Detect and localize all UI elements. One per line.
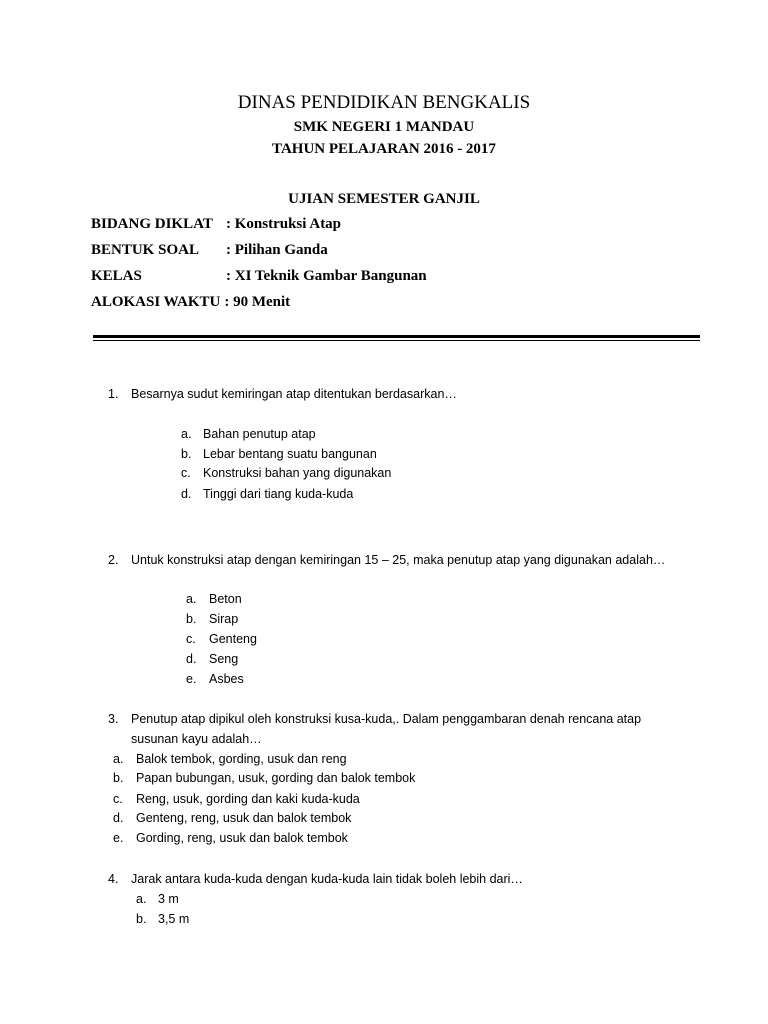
question-text: susunan kayu adalah… xyxy=(131,732,262,746)
option-letter: a. xyxy=(136,892,147,906)
option-text: Gording, reng, usuk dan balok tembok xyxy=(136,831,348,845)
question-text: Jarak antara kuda-kuda dengan kuda-kuda lain tidak boleh lebih dari… xyxy=(131,872,523,886)
option-letter: b. xyxy=(113,771,124,785)
meta-value: : Konstruksi Atap xyxy=(226,216,342,232)
option-text: 3,5 m xyxy=(158,912,190,926)
option-text: Genteng xyxy=(209,632,257,646)
option-letter: e. xyxy=(113,831,124,845)
option-text: Konstruksi bahan yang digunakan xyxy=(203,466,392,480)
option-letter: b. xyxy=(181,447,192,461)
option-letter: c. xyxy=(113,792,123,806)
question-number: 4. xyxy=(108,872,119,886)
option-text: Beton xyxy=(209,592,242,606)
question-text: Untuk konstruksi atap dengan kemiringan 15 – 25, maka penutup atap yang digunakan adalah… xyxy=(131,553,666,567)
exam-title: UJIAN SEMESTER GANJIL xyxy=(288,191,480,207)
meta-class xyxy=(91,268,427,285)
option-text: 3 m xyxy=(158,892,179,906)
header-divider-thick xyxy=(93,335,700,338)
option-text: Sirap xyxy=(209,612,239,626)
school-name: SMK NEGERI 1 MANDAU xyxy=(293,119,475,135)
option-text: Lebar bentang suatu bangunan xyxy=(203,447,377,461)
meta-value: : XI Teknik Gambar Bangunan xyxy=(226,268,427,284)
meta-label: BIDANG DIKLAT xyxy=(91,216,213,232)
option-letter: d. xyxy=(181,487,192,501)
question-text: Penutup atap dipikul oleh konstruksi kusa-kuda,. Dalam penggambaran denah rencana atap xyxy=(131,712,642,726)
option-letter: a. xyxy=(113,752,124,766)
meta-value: : Pilihan Ganda xyxy=(226,242,328,258)
option-letter: c. xyxy=(186,632,196,646)
question-number: 2. xyxy=(108,553,119,567)
agency-title: DINAS PENDIDIKAN BENGKALIS xyxy=(237,92,531,113)
meta-label: ALOKASI WAKTU xyxy=(91,294,221,310)
option-letter: a. xyxy=(186,592,197,606)
meta-subject xyxy=(91,216,342,233)
academic-year: TAHUN PELAJARAN 2016 - 2017 xyxy=(272,141,496,157)
question-text: Besarnya sudut kemiringan atap ditentukan berdasarkan… xyxy=(131,387,457,401)
option-letter: c. xyxy=(181,466,191,480)
option-letter: d. xyxy=(186,652,197,666)
meta-question-type xyxy=(91,242,328,259)
option-text: Reng, usuk, gording dan kaki kuda-kuda xyxy=(136,792,360,806)
meta-time-allocation xyxy=(91,294,290,311)
option-text: Papan bubungan, usuk, gording dan balok tembok xyxy=(136,771,416,785)
option-text: Tinggi dari tiang kuda-kuda xyxy=(203,487,354,501)
option-text: Balok tembok, gording, usuk dan reng xyxy=(136,752,347,766)
option-text: Genteng, reng, usuk dan balok tembok xyxy=(136,811,352,825)
option-letter: e. xyxy=(186,672,197,686)
option-letter: b. xyxy=(136,912,147,926)
meta-value: : 90 Menit xyxy=(224,294,291,310)
option-text: Bahan penutup atap xyxy=(203,427,316,441)
option-text: Asbes xyxy=(209,672,244,686)
meta-label: KELAS xyxy=(91,268,142,284)
option-letter: b. xyxy=(186,612,197,626)
option-letter: d. xyxy=(113,811,124,825)
option-letter: a. xyxy=(181,427,192,441)
question-number: 3. xyxy=(108,712,119,726)
meta-label: BENTUK SOAL xyxy=(91,242,199,258)
header-divider-thin xyxy=(93,340,700,341)
question-number: 1. xyxy=(108,387,119,401)
option-text: Seng xyxy=(209,652,239,666)
